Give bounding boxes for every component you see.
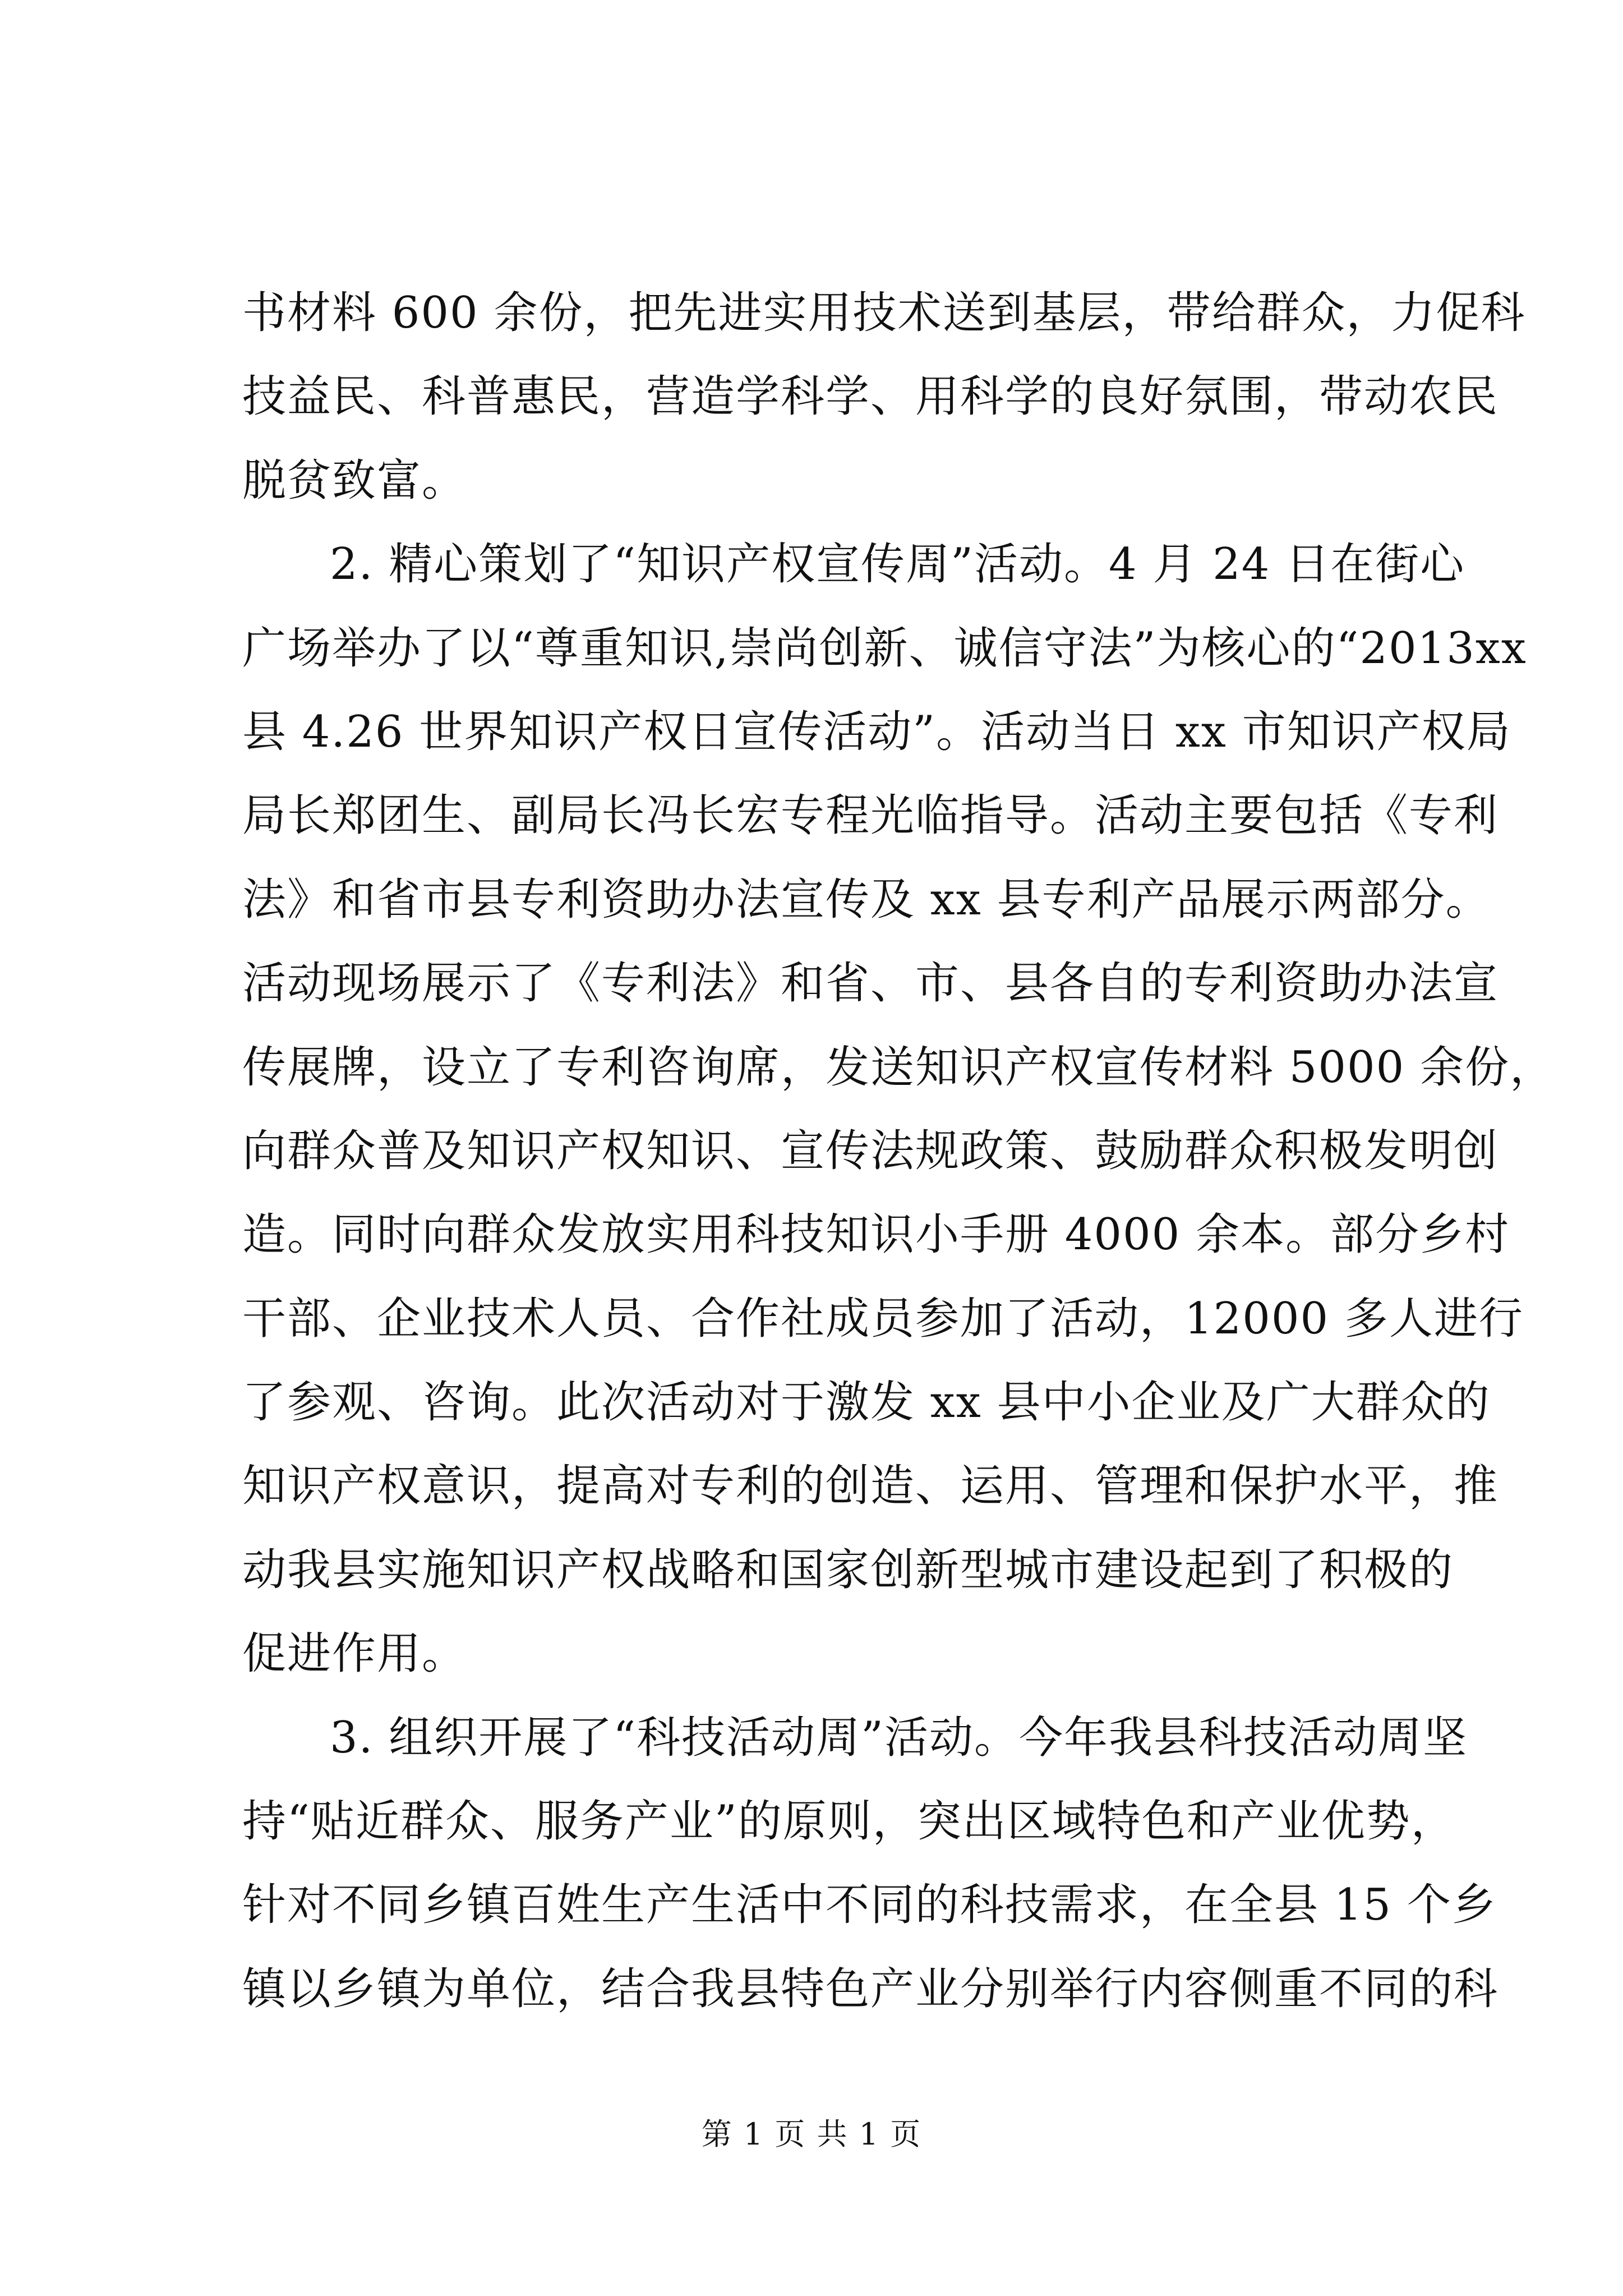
text-line: 县 4.26 世界知识产权日宣传活动”。活动当日 xx 市知识产权局 bbox=[242, 706, 1511, 757]
text-line: 3. 组织开展了“科技活动周”活动。今年我县科技活动周坚 bbox=[330, 1712, 1468, 1763]
text-line: 知识产权意识，提高对专利的创造、运用、管理和保护水平，推 bbox=[242, 1461, 1499, 1512]
text-line: 干部、企业技术人员、合作社成员参加了活动，12000 多人进行 bbox=[242, 1293, 1524, 1344]
text-line: 广场举办了以“尊重知识,崇尚创新、诚信守法”为核心的“2013xx bbox=[242, 623, 1527, 674]
text-line: 了参观、咨询。此次活动对于激发 xx 县中小企业及广大群众的 bbox=[242, 1377, 1491, 1428]
text-line: 造。同时向群众发放实用科技知识小手册 4000 余本。部分乡村 bbox=[242, 1209, 1510, 1260]
body-text bbox=[242, 285, 1555, 2045]
text-line: 持“贴近群众、服务产业”的原则，突出区域特色和产业优势， bbox=[242, 1796, 1456, 1847]
text-line: 脱贫致富。 bbox=[242, 455, 467, 506]
text-line: 促进作用。 bbox=[242, 1628, 467, 1680]
text-line: 传展牌，设立了专利咨询席，发送知识产权宣传材料 5000 余份， bbox=[242, 1042, 1555, 1093]
text-line: 动我县实施知识产权战略和国家创新型城市建设起到了积极的 bbox=[242, 1544, 1454, 1595]
text-line: 镇以乡镇为单位，结合我县特色产业分别举行内容侧重不同的科 bbox=[242, 1963, 1499, 2014]
text-line: 向群众普及知识产权知识、宣传法规政策、鼓励群众积极发明创 bbox=[242, 1125, 1499, 1176]
text-line: 局长郑团生、副局长冯长宏专程光临指导。活动主要包括《专利 bbox=[242, 790, 1499, 841]
text-line: 针对不同乡镇百姓生产生活中不同的科技需求，在全县 15 个乡 bbox=[242, 1880, 1497, 1931]
text-line: 书材料 600 余份，把先进实用技术送到基层，带给群众，力促科 bbox=[242, 288, 1526, 338]
text-line: 法》和省市县专利资助办法宣传及 xx 县专利产品展示两部分。 bbox=[242, 874, 1491, 925]
text-line: 活动现场展示了《专利法》和省、市、县各自的专利资助办法宣 bbox=[242, 958, 1499, 1009]
text-line: 技益民、科普惠民，营造学科学、用科学的良好氛围，带动农民 bbox=[242, 371, 1499, 422]
text-line: 2. 精心策划了“知识产权宣传周”活动。4 月 24 日在街心 bbox=[330, 539, 1465, 590]
page-footer: 第 1 页 共 1 页 bbox=[701, 2116, 922, 2152]
